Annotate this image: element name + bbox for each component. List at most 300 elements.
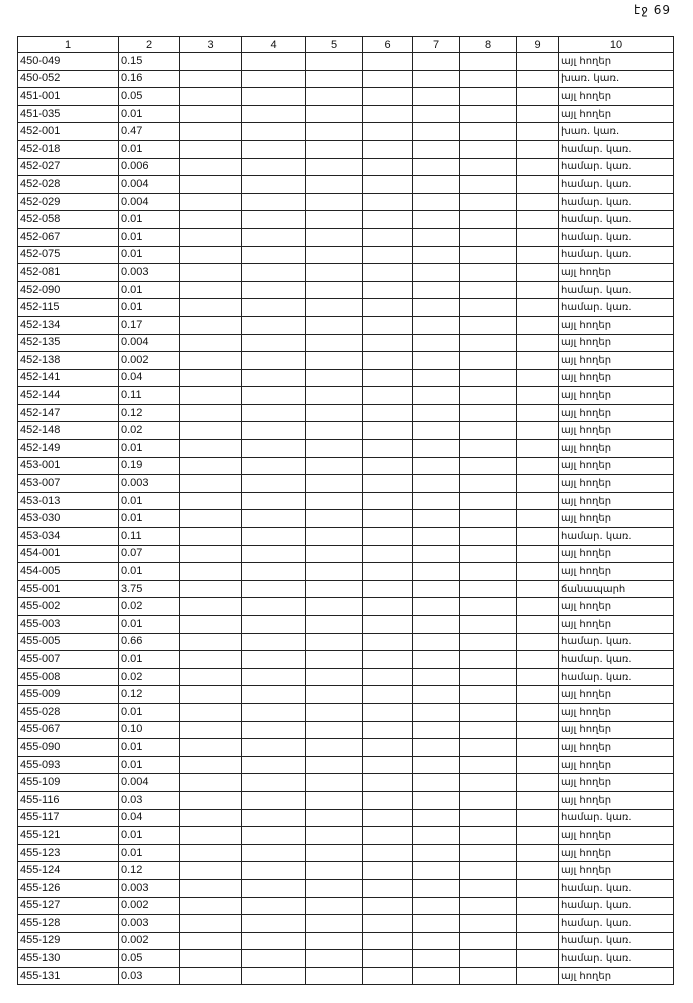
empty-cell <box>363 158 413 176</box>
plot-code-cell: 453-030 <box>18 510 119 528</box>
land-type-cell: համար. կառ. <box>559 950 674 968</box>
empty-cell <box>363 809 413 827</box>
empty-cell <box>460 352 517 370</box>
empty-cell <box>413 88 460 106</box>
empty-cell <box>517 404 559 422</box>
empty-cell <box>306 668 363 686</box>
area-cell: 0.01 <box>119 739 180 757</box>
plot-code-cell: 452-058 <box>18 211 119 229</box>
empty-cell <box>180 703 242 721</box>
land-type-cell: այլ հողեր <box>559 967 674 985</box>
empty-cell <box>242 264 306 282</box>
empty-cell <box>180 545 242 563</box>
empty-cell <box>306 809 363 827</box>
empty-cell <box>363 598 413 616</box>
table-row <box>18 915 674 933</box>
empty-cell <box>363 739 413 757</box>
empty-cell <box>306 756 363 774</box>
empty-cell <box>306 281 363 299</box>
area-cell: 0.006 <box>119 158 180 176</box>
empty-cell <box>413 404 460 422</box>
empty-cell <box>242 651 306 669</box>
plot-code-cell: 452-090 <box>18 281 119 299</box>
empty-cell <box>180 879 242 897</box>
empty-cell <box>517 967 559 985</box>
plot-code-cell: 455-123 <box>18 844 119 862</box>
area-cell: 0.02 <box>119 422 180 440</box>
empty-cell <box>413 193 460 211</box>
empty-cell <box>460 422 517 440</box>
empty-cell <box>460 457 517 475</box>
table-row <box>18 422 674 440</box>
empty-cell <box>242 228 306 246</box>
area-cell: 0.002 <box>119 932 180 950</box>
plot-code-cell: 452-138 <box>18 352 119 370</box>
empty-cell <box>180 633 242 651</box>
empty-cell <box>180 862 242 880</box>
empty-cell <box>180 422 242 440</box>
empty-cell <box>413 756 460 774</box>
empty-cell <box>517 844 559 862</box>
plot-code-cell: 455-005 <box>18 633 119 651</box>
plot-code-cell: 452-001 <box>18 123 119 141</box>
plot-code-cell: 452-134 <box>18 316 119 334</box>
empty-cell <box>180 668 242 686</box>
empty-cell <box>306 616 363 634</box>
empty-cell <box>306 862 363 880</box>
empty-cell <box>460 932 517 950</box>
empty-cell <box>363 510 413 528</box>
table-row <box>18 228 674 246</box>
land-type-cell: համար. կառ. <box>559 193 674 211</box>
empty-cell <box>180 475 242 493</box>
empty-cell <box>460 827 517 845</box>
land-type-cell: այլ հողեր <box>559 721 674 739</box>
table-row <box>18 932 674 950</box>
empty-cell <box>460 334 517 352</box>
empty-cell <box>517 862 559 880</box>
land-type-cell: համար. կառ. <box>559 246 674 264</box>
empty-cell <box>306 457 363 475</box>
empty-cell <box>363 228 413 246</box>
land-type-cell: այլ հողեր <box>559 791 674 809</box>
empty-cell <box>242 879 306 897</box>
table-row <box>18 739 674 757</box>
empty-cell <box>242 528 306 546</box>
table-body <box>18 53 674 985</box>
table-row <box>18 897 674 915</box>
empty-cell <box>242 739 306 757</box>
plot-code-cell: 453-013 <box>18 492 119 510</box>
table-row <box>18 827 674 845</box>
empty-cell <box>363 281 413 299</box>
table-row <box>18 369 674 387</box>
land-type-cell: այլ հողեր <box>559 440 674 458</box>
empty-cell <box>460 668 517 686</box>
plot-code-cell: 455-124 <box>18 862 119 880</box>
empty-cell <box>242 774 306 792</box>
empty-cell <box>363 545 413 563</box>
empty-cell <box>517 668 559 686</box>
land-type-cell: այլ հողեր <box>559 510 674 528</box>
empty-cell <box>460 528 517 546</box>
empty-cell <box>242 492 306 510</box>
empty-cell <box>242 721 306 739</box>
plot-code-cell: 454-005 <box>18 563 119 581</box>
empty-cell <box>242 598 306 616</box>
area-cell: 0.002 <box>119 897 180 915</box>
empty-cell <box>363 967 413 985</box>
empty-cell <box>517 88 559 106</box>
empty-cell <box>460 228 517 246</box>
empty-cell <box>460 598 517 616</box>
area-cell: 0.01 <box>119 510 180 528</box>
empty-cell <box>242 281 306 299</box>
plot-code-cell: 455-131 <box>18 967 119 985</box>
table-row <box>18 70 674 88</box>
empty-cell <box>242 668 306 686</box>
table-row <box>18 510 674 528</box>
empty-cell <box>242 422 306 440</box>
empty-cell <box>306 580 363 598</box>
area-cell: 3.75 <box>119 580 180 598</box>
empty-cell <box>363 475 413 493</box>
land-type-cell: այլ հողեր <box>559 334 674 352</box>
empty-cell <box>306 510 363 528</box>
empty-cell <box>180 739 242 757</box>
empty-cell <box>363 387 413 405</box>
empty-cell <box>306 211 363 229</box>
empty-cell <box>306 387 363 405</box>
empty-cell <box>242 334 306 352</box>
empty-cell <box>242 756 306 774</box>
plot-code-cell: 453-034 <box>18 528 119 546</box>
plot-code-cell: 455-129 <box>18 932 119 950</box>
empty-cell <box>413 158 460 176</box>
empty-cell <box>363 105 413 123</box>
area-cell: 0.01 <box>119 844 180 862</box>
empty-cell <box>180 774 242 792</box>
table-row <box>18 950 674 968</box>
table-row <box>18 140 674 158</box>
empty-cell <box>517 246 559 264</box>
empty-cell <box>413 897 460 915</box>
empty-cell <box>306 897 363 915</box>
empty-cell <box>517 457 559 475</box>
empty-cell <box>413 475 460 493</box>
empty-cell <box>180 897 242 915</box>
empty-cell <box>460 492 517 510</box>
empty-cell <box>517 193 559 211</box>
empty-cell <box>413 827 460 845</box>
empty-cell <box>517 897 559 915</box>
empty-cell <box>517 528 559 546</box>
empty-cell <box>517 774 559 792</box>
area-cell: 0.01 <box>119 228 180 246</box>
empty-cell <box>517 739 559 757</box>
empty-cell <box>460 774 517 792</box>
plot-code-cell: 455-109 <box>18 774 119 792</box>
table-row <box>18 598 674 616</box>
empty-cell <box>306 475 363 493</box>
empty-cell <box>413 791 460 809</box>
empty-cell <box>517 510 559 528</box>
empty-cell <box>413 369 460 387</box>
empty-cell <box>517 211 559 229</box>
empty-cell <box>363 70 413 88</box>
empty-cell <box>363 563 413 581</box>
empty-cell <box>363 123 413 141</box>
land-type-cell: համար. կառ. <box>559 897 674 915</box>
plot-code-cell: 455-009 <box>18 686 119 704</box>
area-cell: 0.01 <box>119 756 180 774</box>
land-type-cell: այլ հողեր <box>559 598 674 616</box>
land-type-cell: այլ հողեր <box>559 475 674 493</box>
empty-cell <box>306 686 363 704</box>
plot-code-cell: 452-075 <box>18 246 119 264</box>
empty-cell <box>242 950 306 968</box>
land-type-cell: այլ հողեր <box>559 827 674 845</box>
empty-cell <box>306 176 363 194</box>
empty-cell <box>363 932 413 950</box>
plot-code-cell: 455-117 <box>18 809 119 827</box>
area-cell: 0.04 <box>119 809 180 827</box>
empty-cell <box>180 457 242 475</box>
empty-cell <box>242 844 306 862</box>
empty-cell <box>363 950 413 968</box>
area-cell: 0.01 <box>119 492 180 510</box>
empty-cell <box>306 158 363 176</box>
empty-cell <box>517 387 559 405</box>
plot-code-cell: 452-147 <box>18 404 119 422</box>
empty-cell <box>180 967 242 985</box>
empty-cell <box>180 281 242 299</box>
land-type-cell: համար. կառ. <box>559 932 674 950</box>
empty-cell <box>242 633 306 651</box>
land-plot-table <box>17 36 674 985</box>
area-cell: 0.003 <box>119 475 180 493</box>
empty-cell <box>413 352 460 370</box>
empty-cell <box>306 932 363 950</box>
empty-cell <box>363 457 413 475</box>
empty-cell <box>242 616 306 634</box>
area-cell: 0.003 <box>119 264 180 282</box>
area-cell: 0.11 <box>119 387 180 405</box>
land-type-cell: համար. կառ. <box>559 915 674 933</box>
table-row <box>18 316 674 334</box>
area-cell: 0.12 <box>119 404 180 422</box>
plot-code-cell: 452-029 <box>18 193 119 211</box>
area-cell: 0.10 <box>119 721 180 739</box>
empty-cell <box>180 844 242 862</box>
empty-cell <box>517 316 559 334</box>
empty-cell <box>517 492 559 510</box>
plot-code-cell: 455-090 <box>18 739 119 757</box>
column-header: 8 <box>460 37 517 53</box>
column-header: 2 <box>119 37 180 53</box>
table-row <box>18 264 674 282</box>
plot-code-cell: 452-028 <box>18 176 119 194</box>
empty-cell <box>180 352 242 370</box>
empty-cell <box>460 651 517 669</box>
land-type-cell: համար. կառ. <box>559 879 674 897</box>
empty-cell <box>306 88 363 106</box>
land-type-cell: այլ հողեր <box>559 686 674 704</box>
column-header: 9 <box>517 37 559 53</box>
empty-cell <box>306 739 363 757</box>
table-row <box>18 53 674 71</box>
empty-cell <box>413 651 460 669</box>
empty-cell <box>363 193 413 211</box>
empty-cell <box>413 528 460 546</box>
empty-cell <box>517 264 559 282</box>
plot-code-cell: 455-127 <box>18 897 119 915</box>
plot-code-cell: 454-001 <box>18 545 119 563</box>
plot-code-cell: 452-141 <box>18 369 119 387</box>
empty-cell <box>180 598 242 616</box>
area-cell: 0.07 <box>119 545 180 563</box>
empty-cell <box>363 879 413 897</box>
empty-cell <box>242 915 306 933</box>
empty-cell <box>517 879 559 897</box>
empty-cell <box>306 404 363 422</box>
column-header: 3 <box>180 37 242 53</box>
table-row <box>18 440 674 458</box>
table-row <box>18 879 674 897</box>
empty-cell <box>306 105 363 123</box>
area-cell: 0.12 <box>119 862 180 880</box>
empty-cell <box>306 844 363 862</box>
empty-cell <box>242 123 306 141</box>
empty-cell <box>517 140 559 158</box>
empty-cell <box>180 158 242 176</box>
empty-cell <box>363 316 413 334</box>
land-type-cell: այլ հողեր <box>559 422 674 440</box>
land-type-cell: այլ հողեր <box>559 369 674 387</box>
plot-code-cell: 450-049 <box>18 53 119 71</box>
empty-cell <box>242 53 306 71</box>
land-type-cell: այլ հողեր <box>559 264 674 282</box>
empty-cell <box>460 387 517 405</box>
empty-cell <box>517 53 559 71</box>
empty-cell <box>180 246 242 264</box>
empty-cell <box>306 369 363 387</box>
empty-cell <box>306 879 363 897</box>
plot-code-cell: 455-028 <box>18 703 119 721</box>
area-cell: 0.002 <box>119 352 180 370</box>
table-row <box>18 967 674 985</box>
land-type-cell: համար. կառ. <box>559 809 674 827</box>
empty-cell <box>180 651 242 669</box>
table-row <box>18 580 674 598</box>
empty-cell <box>180 123 242 141</box>
plot-code-cell: 455-130 <box>18 950 119 968</box>
empty-cell <box>460 915 517 933</box>
empty-cell <box>460 809 517 827</box>
land-type-cell: այլ հողեր <box>559 545 674 563</box>
land-type-cell: այլ հողեր <box>559 862 674 880</box>
empty-cell <box>460 440 517 458</box>
area-cell: 0.04 <box>119 369 180 387</box>
area-cell: 0.01 <box>119 140 180 158</box>
empty-cell <box>517 352 559 370</box>
empty-cell <box>517 281 559 299</box>
empty-cell <box>180 932 242 950</box>
empty-cell <box>180 563 242 581</box>
empty-cell <box>306 827 363 845</box>
empty-cell <box>180 809 242 827</box>
table-row <box>18 334 674 352</box>
table-row <box>18 246 674 264</box>
land-type-cell: այլ հողեր <box>559 739 674 757</box>
empty-cell <box>242 703 306 721</box>
land-type-cell: համար. կառ. <box>559 651 674 669</box>
empty-cell <box>517 580 559 598</box>
table-row <box>18 791 674 809</box>
empty-cell <box>413 686 460 704</box>
table-row <box>18 123 674 141</box>
empty-cell <box>460 739 517 757</box>
empty-cell <box>306 563 363 581</box>
empty-cell <box>242 809 306 827</box>
empty-cell <box>460 545 517 563</box>
empty-cell <box>180 53 242 71</box>
plot-code-cell: 453-001 <box>18 457 119 475</box>
empty-cell <box>242 193 306 211</box>
empty-cell <box>413 211 460 229</box>
empty-cell <box>306 528 363 546</box>
area-cell: 0.01 <box>119 563 180 581</box>
empty-cell <box>306 703 363 721</box>
empty-cell <box>242 510 306 528</box>
empty-cell <box>363 897 413 915</box>
empty-cell <box>242 176 306 194</box>
table-row <box>18 633 674 651</box>
empty-cell <box>180 827 242 845</box>
empty-cell <box>460 862 517 880</box>
area-cell: 0.004 <box>119 176 180 194</box>
empty-cell <box>180 721 242 739</box>
land-type-cell: այլ հողեր <box>559 387 674 405</box>
area-cell: 0.01 <box>119 299 180 317</box>
empty-cell <box>460 563 517 581</box>
empty-cell <box>517 651 559 669</box>
empty-cell <box>242 387 306 405</box>
land-type-cell: այլ հողեր <box>559 492 674 510</box>
empty-cell <box>306 915 363 933</box>
empty-cell <box>363 668 413 686</box>
empty-cell <box>517 105 559 123</box>
empty-cell <box>413 844 460 862</box>
land-type-cell: խառ. կառ. <box>559 70 674 88</box>
empty-cell <box>460 580 517 598</box>
empty-cell <box>517 915 559 933</box>
table-row <box>18 299 674 317</box>
empty-cell <box>413 105 460 123</box>
land-type-cell: այլ հողեր <box>559 352 674 370</box>
empty-cell <box>242 862 306 880</box>
empty-cell <box>517 756 559 774</box>
area-cell: 0.16 <box>119 70 180 88</box>
empty-cell <box>363 140 413 158</box>
land-type-cell: ճանապարհ <box>559 580 674 598</box>
empty-cell <box>460 791 517 809</box>
empty-cell <box>413 299 460 317</box>
empty-cell <box>180 528 242 546</box>
empty-cell <box>242 369 306 387</box>
table-row <box>18 158 674 176</box>
empty-cell <box>363 686 413 704</box>
